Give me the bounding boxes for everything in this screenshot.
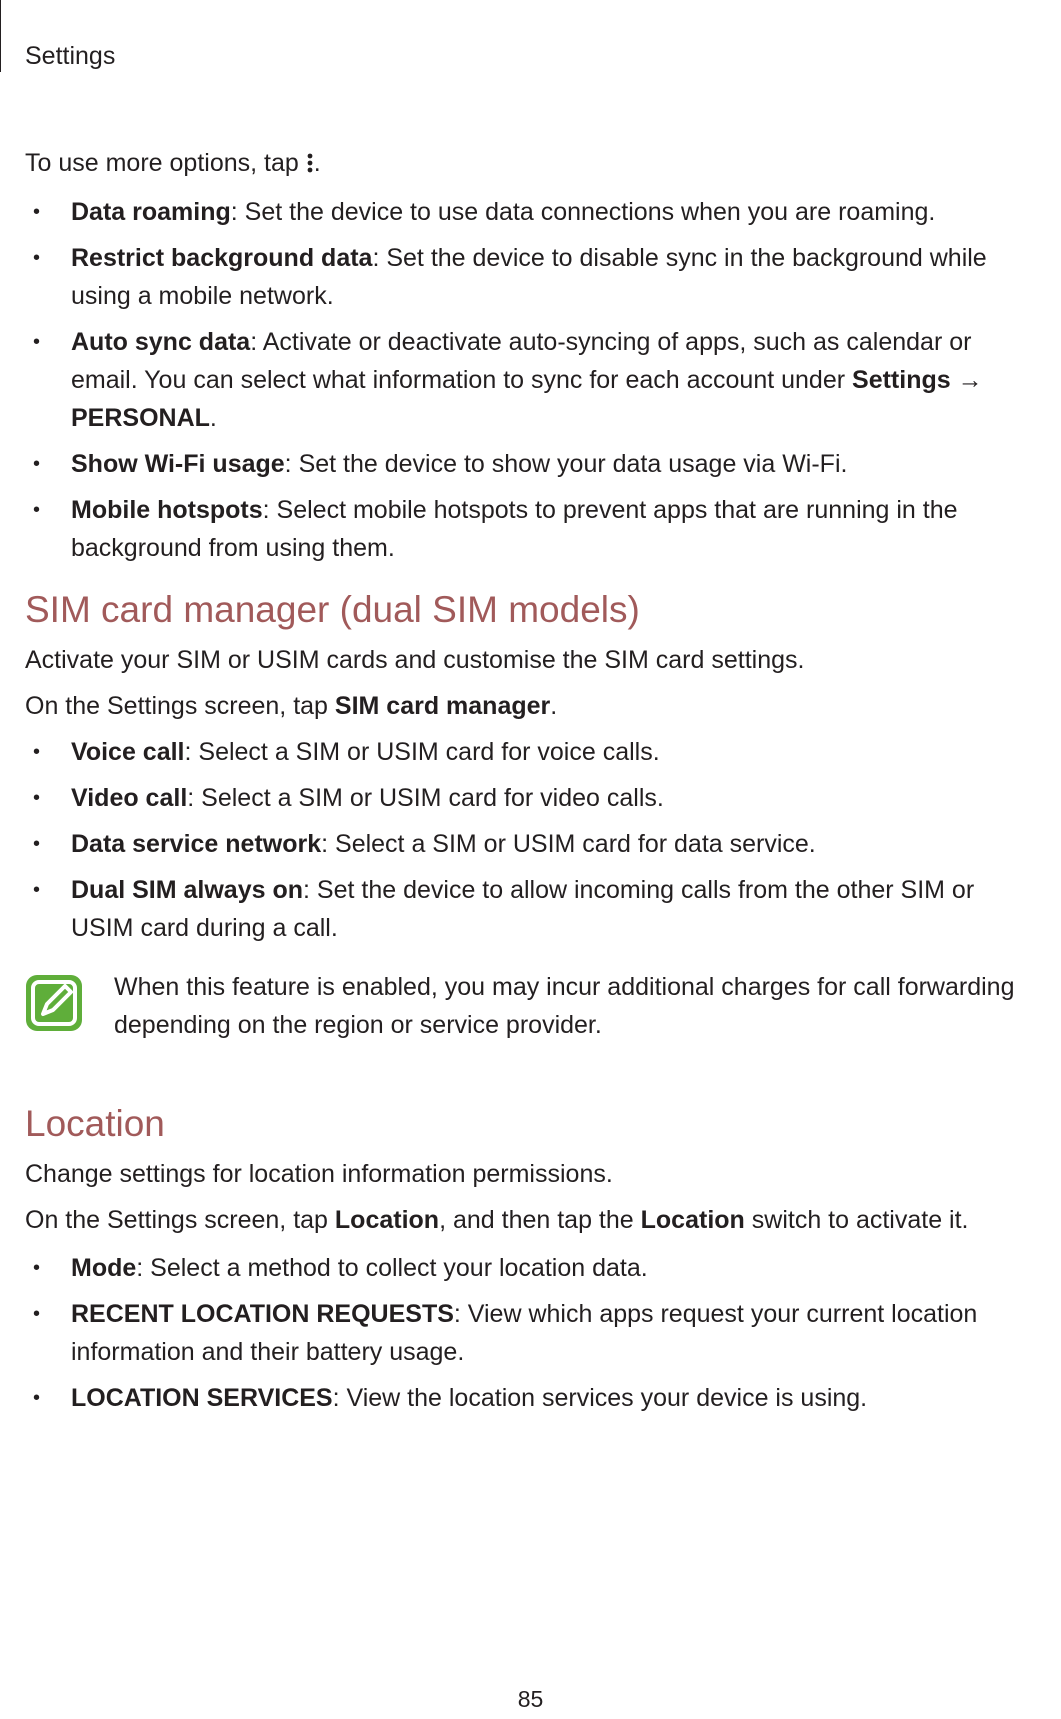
list-item: • Auto sync data: Activate or deactivate auto-syncing of apps, such as calendar or email. You can select what information to sync for each account under Settings → PERSONAL.: [33, 328, 983, 432]
sim-instruction: On the Settings screen, tap SIM card manager.: [25, 692, 558, 720]
list-item: • Dual SIM always on: Set the device to allow incoming calls from the other SIM or USIM card during a call.: [33, 876, 975, 942]
location-section: [25, 1099, 1041, 1425]
more-options-icon: [306, 151, 314, 175]
list-item: • Show Wi-Fi usage: Set the device to show your data usage via Wi-Fi.: [33, 450, 848, 478]
location-list: [25, 1249, 1041, 1417]
data-usage-block: [25, 144, 1041, 575]
note-text: When this feature is enabled, you may incur additional charges for call forwarding depending on the region or service provider.: [114, 973, 1015, 1039]
sim-list: [25, 733, 1041, 947]
list-item: • Voice call: Select a SIM or USIM card for voice calls.: [33, 738, 660, 766]
location-instruction: On the Settings screen, tap Location, and then tap the Location switch to activate it.: [25, 1206, 969, 1234]
data-usage-list: [25, 193, 1041, 567]
location-heading: Location: [25, 1103, 165, 1144]
sim-section: [25, 585, 1041, 955]
list-item: • Data service network: Select a SIM or USIM card for data service.: [33, 830, 816, 858]
intro-text: To use more options, tap .: [25, 149, 321, 177]
sim-heading: SIM card manager (dual SIM models): [25, 589, 640, 630]
list-item: • Data roaming: Set the device to use data connections when you are roaming.: [33, 198, 936, 226]
list-item: • RECENT LOCATION REQUESTS: View which apps request your current location information and their battery usage.: [33, 1300, 978, 1366]
list-item: • Restrict background data: Set the device to disable sync in the background while using a mobile network.: [33, 244, 987, 310]
page-number: 85: [517, 1686, 544, 1712]
page-header: Settings: [25, 42, 116, 70]
list-item: • LOCATION SERVICES: View the location services your device is using.: [33, 1384, 868, 1412]
list-item: • Video call: Select a SIM or USIM card for video calls.: [33, 784, 664, 812]
header-rule: [0, 0, 1, 72]
list-item: • Mobile hotspots: Select mobile hotspots to prevent apps that are running in the background from using them.: [33, 496, 958, 562]
list-item: • Mode: Select a method to collect your location data.: [33, 1254, 648, 1282]
location-description: Change settings for location information permissions.: [25, 1160, 613, 1188]
sim-description: Activate your SIM or USIM cards and customise the SIM card settings.: [25, 646, 805, 674]
note-pencil-icon: [25, 974, 83, 1032]
